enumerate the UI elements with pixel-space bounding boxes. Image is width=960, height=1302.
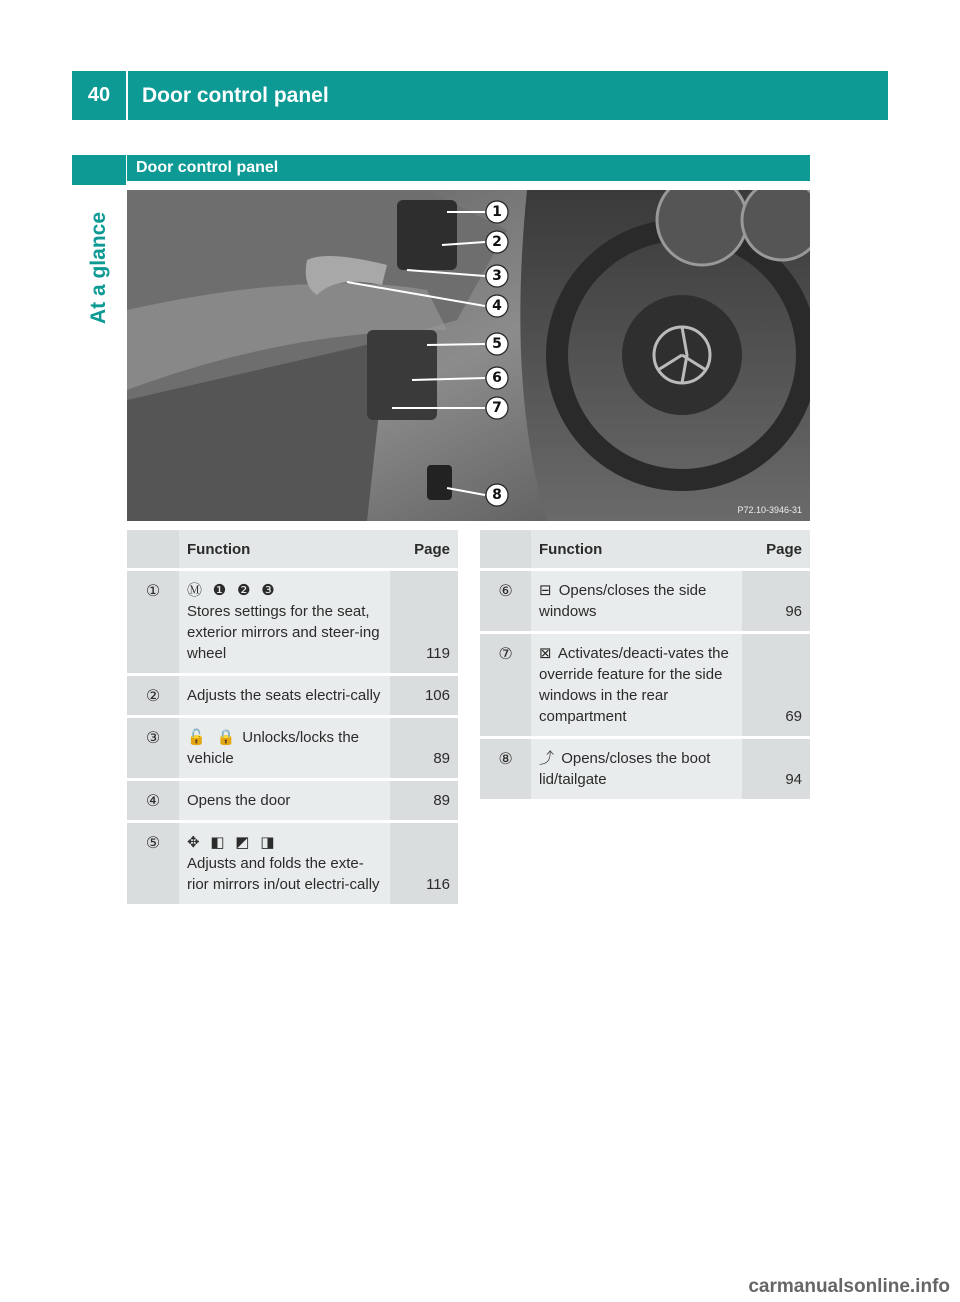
row-page: 89 (390, 717, 458, 780)
header-title: Door control panel (142, 83, 329, 107)
header-page: Page (390, 530, 458, 570)
row-page: 96 (742, 570, 810, 633)
row-text: Activates/deacti-vates the override feature for the side windows in the rear compartment (539, 645, 729, 725)
row-page: 89 (390, 780, 458, 822)
row-number: ④ (127, 780, 179, 822)
svg-text:6: 6 (492, 370, 502, 386)
svg-text:8: 8 (492, 487, 502, 503)
row-function (531, 633, 742, 738)
row-text: Opens/closes the boot lid/tailgate (539, 750, 711, 788)
header-page: Page (742, 530, 810, 570)
row-page: 119 (390, 570, 458, 675)
memory-buttons-icon: Ⓜ ❶ ❷ ❸ (187, 581, 278, 599)
side-tab (79, 195, 119, 340)
table-row (480, 570, 810, 633)
row-function (179, 780, 390, 822)
row-function (531, 738, 742, 801)
table-row (127, 570, 458, 675)
table-row (127, 675, 458, 717)
header-function: Function (531, 530, 742, 570)
row-function (179, 717, 390, 780)
photo-illustration (127, 190, 810, 521)
row-text: Opens/closes the side windows (539, 582, 707, 620)
row-text: Adjusts and folds the exte-rior mirrors in/out electri-cally (187, 855, 380, 893)
table-header-row (127, 530, 458, 570)
table-row (127, 822, 458, 906)
row-function (531, 570, 742, 633)
svg-text:2: 2 (492, 234, 502, 250)
row-number: ② (127, 675, 179, 717)
row-number: ① (127, 570, 179, 675)
window-switch-icon: ⊟ (539, 581, 555, 599)
photo-reference: P72.10-3946-31 (737, 505, 802, 515)
header-num (480, 530, 531, 570)
function-table-left (127, 530, 458, 907)
header-function: Function (179, 530, 390, 570)
svg-text:4: 4 (492, 298, 502, 314)
row-text: Adjusts the seats electri-cally (187, 687, 381, 704)
lock-unlock-icon: 🔓 🔒 (187, 728, 239, 746)
function-table-right (480, 530, 810, 802)
override-switch-icon: ⊠ (539, 644, 555, 662)
side-marker (72, 155, 126, 185)
row-number: ⑦ (480, 633, 531, 738)
svg-text:1: 1 (492, 204, 502, 220)
page-header (72, 71, 888, 120)
row-number: ③ (127, 717, 179, 780)
row-function (179, 570, 390, 675)
row-text: Opens the door (187, 792, 291, 809)
table-row (480, 633, 810, 738)
mirror-controls-icon: ✥ ◧ ◩ ◨ (187, 833, 278, 851)
table-row (127, 780, 458, 822)
row-function (179, 675, 390, 717)
svg-text:7: 7 (492, 400, 502, 416)
table-header-row (480, 530, 810, 570)
row-number: ⑤ (127, 822, 179, 906)
tailgate-icon: ⤴ (539, 749, 558, 767)
svg-text:5: 5 (492, 336, 502, 352)
table-row (480, 738, 810, 801)
row-text: Stores settings for the seat, exterior mirrors and steer-ing wheel (187, 603, 380, 662)
row-function (179, 822, 390, 906)
row-page: 116 (390, 822, 458, 906)
table-row (127, 717, 458, 780)
row-number: ⑥ (480, 570, 531, 633)
door-panel-photo (127, 190, 810, 521)
row-page: 69 (742, 633, 810, 738)
svg-text:3: 3 (492, 268, 502, 284)
row-text: Unlocks/locks the vehicle (187, 729, 360, 767)
page-number: 40 (87, 84, 111, 106)
row-number: ⑧ (480, 738, 531, 801)
header-divider (126, 71, 128, 120)
section-title: Door control panel (127, 155, 810, 181)
header-num (127, 530, 179, 570)
watermark: carmanualsonline.info (748, 1276, 950, 1297)
row-page: 106 (390, 675, 458, 717)
row-page: 94 (742, 738, 810, 801)
side-tab-label: At a glance (87, 211, 111, 324)
